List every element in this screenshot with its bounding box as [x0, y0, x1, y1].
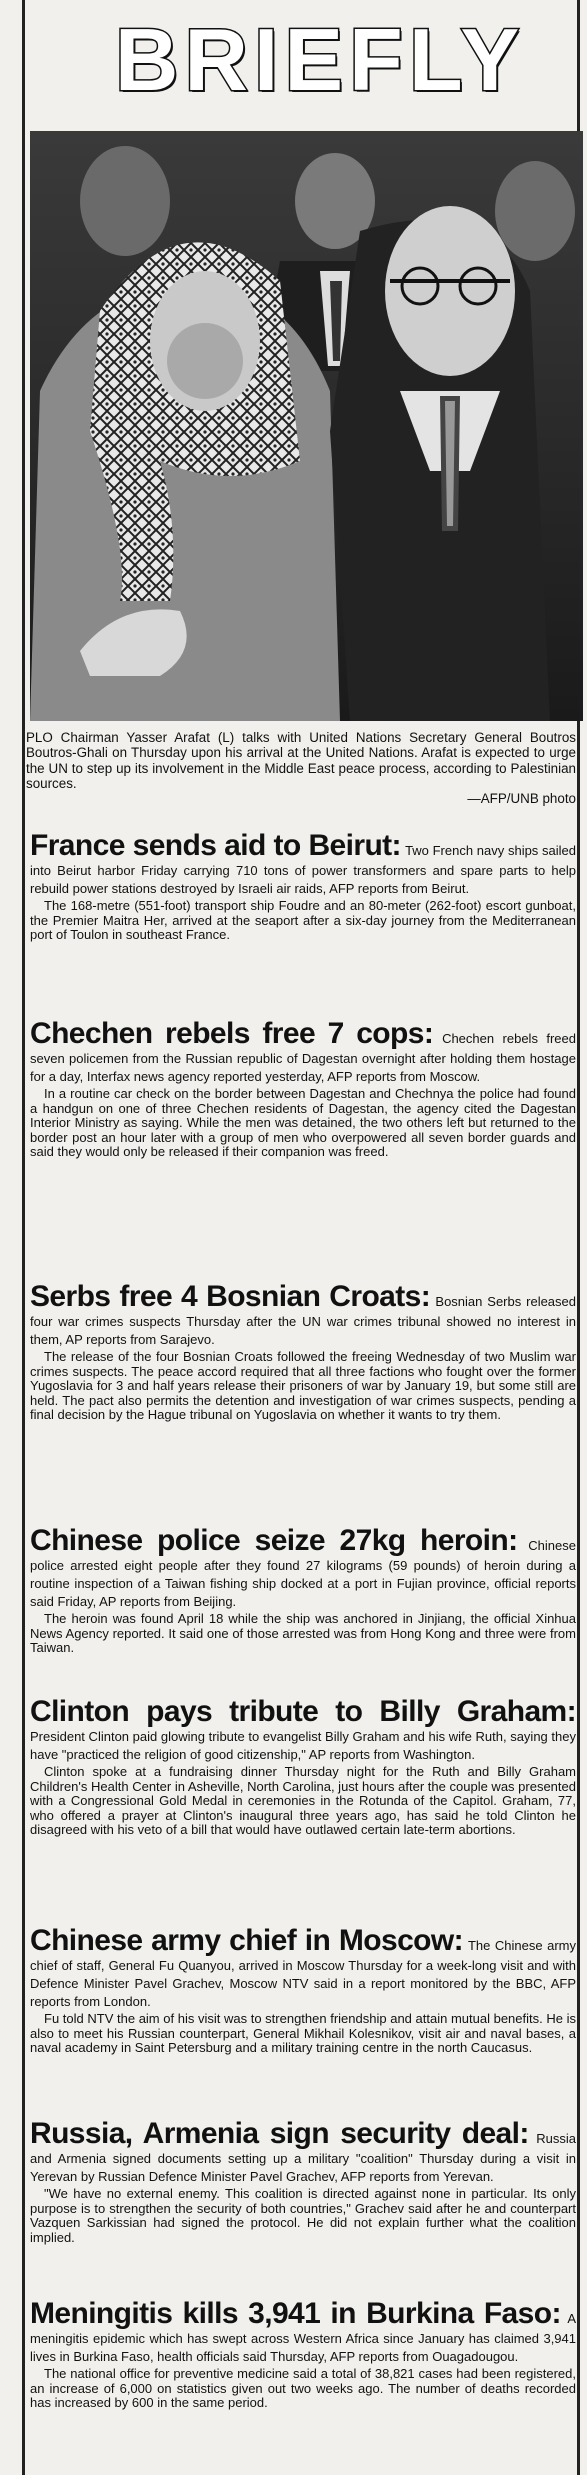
story-headline: Chinese police seize 27kg heroin: [30, 1524, 518, 1557]
story-lead: The Chinese army chief of staff, General Fu Quanyou, arrived in Moscow Thursday for a week-long visit and with Defence Minister Pavel Grachev, Moscow NTV said in a report monitored by the BBC, AFP reports from London. [30, 1938, 576, 2009]
news-photo [30, 131, 583, 721]
photo-image [30, 131, 583, 721]
news-brief [30, 2118, 576, 2245]
story-headline: France sends aid to Beirut: [30, 829, 401, 862]
story-lead: A meningitis epidemic which has swept across Western Africa since January has claimed 3,941 lives in Burkina Faso, health officials said Thursday, AFP reports from Ouagadougou. [30, 2311, 576, 2364]
story-paragraph: In a routine car check on the border between Dagestan and Chechnya the police had found a handgun on one of three Chechen residents of Dagestan, the agency cited the Dagestan Interior Ministry as saying. While the men was detained, the two others left but returned to the border post an hour later with a group of men who overpowered all seven border guards and said they would only be released if their companion was freed. [30, 1086, 576, 1160]
photo-caption [26, 730, 576, 806]
news-brief [30, 1525, 576, 1656]
story-headline: Meningitis kills 3,941 in Burkina Faso: [30, 2297, 561, 2330]
story-lead: Chinese police arrested eight people after they found 27 kilograms (59 pounds) of heroin during a routine inspection of a Taiwan fishing ship docked at a port in Fujian province, official reports said Friday, AP reports from Beijing. [30, 1538, 576, 1609]
story-headline: Chechen rebels free 7 cops: [30, 1017, 434, 1050]
story-paragraph: The 168-metre (551-foot) transport ship Foudre and an 80-meter (262-foot) escort gunboat, the Premier Maitra Her, arrived at the seaport after a six-day journey from the Mediterranean port of Toulon in southeast France. [30, 898, 576, 943]
story-headline: Clinton pays tribute to Billy Graham: [30, 1695, 576, 1728]
story-paragraph: Clinton spoke at a fundraising dinner Thursday night for the Ruth and Billy Graham Children's Health Center in Asheville, North Carolina, just hours after the couple was presented with a Congressional Gold Medal in ceremonies in the Rotunda of the Capitol. Graham, 77, who offered a prayer at Clinton's inaugural three years ago, has said he told Clinton he disagreed with his veto of a bill that would have outlawed certain late-term abortions. [30, 1764, 576, 1838]
story-lead: Two French navy ships sailed into Beirut harbor Friday carrying 710 tons of power transformers and spare parts to help rebuild power stations destroyed by Israeli air raids, AFP reports from Beirut. [30, 843, 576, 896]
story-lead: Bosnian Serbs released four war crimes suspects Thursday after the UN war crimes tribunal showed no interest in them, AP reports from Sarajevo. [30, 1294, 576, 1347]
story-paragraph: The national office for preventive medicine said a total of 38,821 cases had been registered, an increase of 6,000 on statistics given out two weeks ago. The number of deaths recorded has increased by 600 in the same period. [30, 2366, 576, 2411]
story-headline: Chinese army chief in Moscow: [30, 1924, 464, 1957]
news-brief [30, 1018, 576, 1160]
photo-credit: —AFP/UNB photo [467, 791, 576, 807]
story-lead: Chechen rebels freed seven policemen from the Russian republic of Dagestan overnight after holding them hostage for a day, Interfax news agency reported yesterday, AFP reports from Moscow. [30, 1031, 577, 1084]
masthead-title: BRIEFLY [114, 10, 526, 109]
masthead [70, 10, 570, 109]
story-headline: Serbs free 4 Bosnian Croats: [30, 1280, 431, 1313]
caption-text: PLO Chairman Yasser Arafat (L) talks with United Nations Secretary General Boutros Boutros-Ghali on Thursday upon his arrival at the United Nations. Arafat is expected to urge the UN to step up its involvement in the Middle East peace process, according to Palestinian sources. [26, 730, 576, 791]
story-lead: Russia and Armenia signed documents setting up a military "coalition" Thursday during a visit in Yerevan by Russian Defence Minister Pavel Grachev, AFP reports from Yerevan. [30, 2131, 576, 2184]
news-brief [30, 830, 576, 943]
news-brief [30, 1925, 576, 2056]
story-paragraph: The release of the four Bosnian Croats followed the freeing Wednesday of two Muslim war crimes suspects. The peace accord required that all three factions who fought over the former Yugoslavia for 3 and half years release their prisoners of war by January 19, but some still are held. The pact also permits the detention and investigation of war crimes suspects, pending a final decision by the Hague tribunal on Yugoslavia on whether it wants to try them. [30, 1349, 576, 1423]
news-brief [30, 2298, 576, 2411]
news-brief [30, 1696, 576, 1838]
story-lead: President Clinton paid glowing tribute to evangelist Billy Graham and his wife Ruth, saying they have "practiced the religion of good citizenship," AP reports from Washington. [30, 1729, 576, 1762]
story-headline: Russia, Armenia sign security deal: [30, 2117, 529, 2150]
story-paragraph: The heroin was found April 18 while the ship was anchored in Jinjiang, the official Xinhua News Agency reported. It said one of those arrested was from Hong Kong and three were from Taiwan. [30, 1611, 576, 1656]
story-paragraph: Fu told NTV the aim of his visit was to strengthen friendship and attain mutual benefits. He is also to meet his Russian counterpart, General Mikhail Kolesnikov, visit air and naval bases, a naval academy in Saint Petersburg and a military training centre in the north Caucasus. [30, 2011, 576, 2056]
news-brief [30, 1281, 576, 1423]
story-paragraph: "We have no external enemy. This coalition is directed against none in particular. Its only purpose is to strengthen the security of both countries," Grachev said after he and counterpart Vazquen Sarkissian had signed the protocol. He did not explain further what the coalition implied. [30, 2186, 576, 2245]
